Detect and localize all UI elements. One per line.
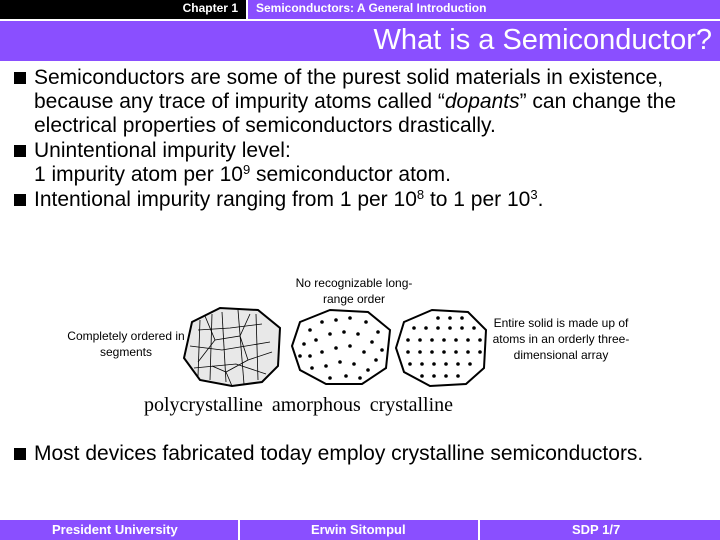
bullet-text: Intentional impurity ranging from 1 per 10 bbox=[34, 188, 417, 211]
bullet-exponent: 8 bbox=[416, 187, 425, 202]
bullet-marker bbox=[14, 72, 26, 84]
polycrystalline-diagram bbox=[184, 308, 280, 386]
top-header-bar bbox=[0, 0, 720, 19]
label-crystalline: crystalline bbox=[369, 394, 454, 416]
label-amorphous: amorphous bbox=[271, 394, 361, 416]
bullet-exponent: 9 bbox=[242, 162, 251, 177]
footer-separator bbox=[238, 520, 240, 540]
title-bar bbox=[0, 21, 720, 61]
bullet-marker bbox=[14, 448, 26, 460]
bullet-text: semiconductor atom. bbox=[250, 163, 451, 186]
caption-crystalline-note: Entire solid is made up of atoms in an orderly three- dimensional array bbox=[492, 316, 630, 362]
bullet-text: 1 impurity atom per 10 bbox=[34, 163, 243, 186]
bullet-marker bbox=[14, 145, 26, 157]
caption-amorphous-note: No recognizable long-range order bbox=[295, 276, 413, 306]
footer-author: Erwin Sitompul bbox=[311, 522, 406, 537]
bullet-list bbox=[12, 66, 716, 213]
bullet-purity bbox=[12, 66, 716, 138]
bullet-emphasis: dopants bbox=[444, 90, 520, 113]
chapter-box bbox=[0, 0, 246, 19]
footer-university: President University bbox=[52, 522, 178, 537]
bullet-text: Semiconductors are some of the purest solid materials in existence, because any trace of impurity atoms called “ bbox=[34, 66, 664, 113]
label-polycrystalline: polycrystalline bbox=[144, 394, 263, 416]
footer-separator bbox=[478, 520, 480, 540]
footer-page-number: SDP 1/7 bbox=[572, 522, 621, 537]
bullet-exponent: 3 bbox=[530, 187, 538, 202]
bullet-text: Most devices fabricated today employ crystalline semiconductors. bbox=[34, 442, 644, 465]
caption-polycrystalline-note: Completely ordered in segments bbox=[67, 329, 185, 359]
bottom-bullet-list bbox=[12, 442, 716, 467]
crystalline-diagram bbox=[396, 310, 486, 386]
slide-title: What is a Semiconductor? bbox=[373, 24, 712, 56]
bullet-intentional bbox=[12, 188, 716, 212]
bullet-text: to 1 per 10 bbox=[424, 188, 531, 211]
amorphous-diagram bbox=[292, 310, 390, 384]
bullet-text: . bbox=[537, 188, 544, 211]
structure-labels bbox=[144, 394, 457, 417]
bullet-text: ” can change the electrical properties of semiconductors drastically. bbox=[34, 90, 677, 137]
bullet-marker bbox=[14, 194, 26, 206]
chapter-label: Chapter 1 bbox=[182, 1, 238, 15]
crystal-structure-figure bbox=[0, 270, 720, 440]
chapter-title: Semiconductors: A General Introduction bbox=[248, 0, 720, 19]
footer-bar bbox=[0, 520, 720, 540]
bullet-line: Unintentional impurity level: bbox=[34, 139, 291, 162]
bullet-crystalline-devices bbox=[12, 442, 716, 466]
bullet-unintentional bbox=[12, 139, 716, 187]
